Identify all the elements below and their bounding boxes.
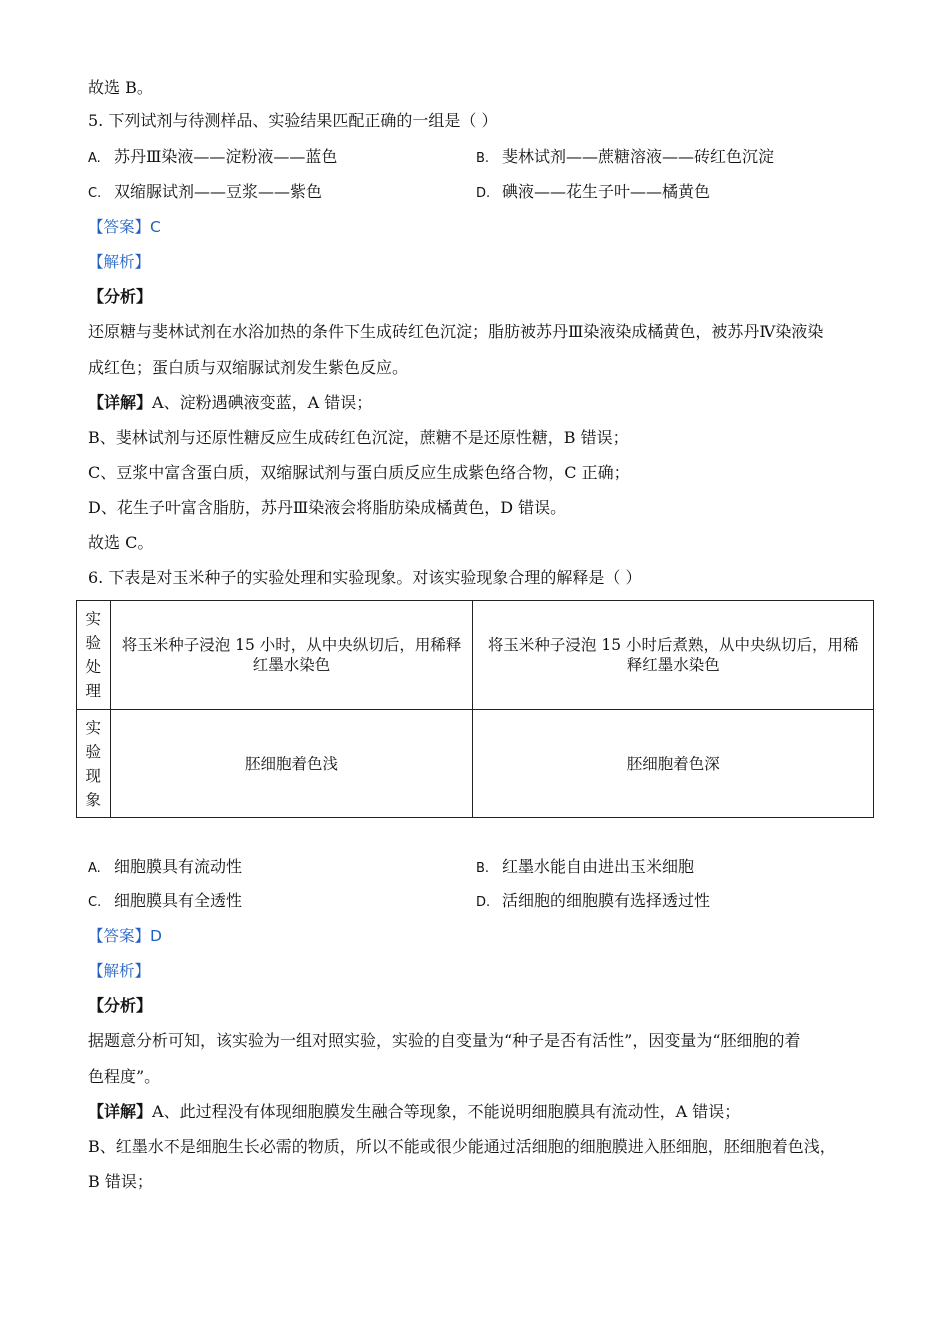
table-cell-treatment-2: 将玉米种子浸泡 15 小时后煮熟，从中央纵切后，用稀释红墨水染色 — [473, 601, 874, 710]
q5-analysis-label: 【分析】 — [88, 287, 153, 306]
option-label: D. — [476, 186, 491, 201]
q5-detail-a — [88, 392, 372, 414]
q5-explanation-label: 【解析】 — [88, 253, 151, 271]
option-text: 碘液——花生子叶——橘黄色 — [502, 182, 711, 201]
prev-conclusion: 故选 B。 — [88, 78, 153, 97]
option-label: D. — [476, 895, 491, 910]
q5-analysis-text-2: 成红色；蛋白质与双缩脲试剂发生紫色反应。 — [88, 358, 409, 377]
table-cell-phenomenon-1: 胚细胞着色浅 — [110, 710, 473, 818]
detail-label: 【详解】 — [88, 393, 153, 412]
q5-option-b — [476, 146, 774, 170]
q6-option-c — [88, 890, 242, 914]
q6-option-a — [88, 856, 242, 880]
option-label: B. — [476, 861, 490, 876]
option-label: C. — [88, 895, 102, 910]
detail-text: A、此过程没有体现细胞膜发生融合等现象，不能说明细胞膜具有流动性，A 错误； — [152, 1102, 741, 1121]
q6-analysis-text-1: 据题意分析可知，该实验为一组对照实验，实验的自变量为“种子是否有活性”，因变量为“胚细胞的着 — [88, 1031, 801, 1050]
option-label: A. — [88, 151, 101, 166]
answer-label: 【答案】 — [88, 927, 151, 945]
q6-option-d — [476, 890, 710, 914]
table-row-treatment — [77, 601, 874, 710]
row-header-phenomenon — [77, 710, 111, 818]
header-char: 理 — [85, 682, 102, 700]
header-char: 验 — [85, 634, 102, 652]
table-cell-treatment-1: 将玉米种子浸泡 15 小时，从中央纵切后，用稀释红墨水染色 — [110, 601, 473, 710]
option-label: A. — [88, 861, 101, 876]
q5-detail-b: B、斐林试剂与还原性糖反应生成砖红色沉淀，蔗糖不是还原性糖，B 错误； — [88, 428, 629, 447]
answer-value: D — [150, 927, 162, 945]
table-row-phenomenon — [77, 710, 874, 818]
q5-option-d — [476, 181, 710, 205]
question-5: 5. 下列试剂与待测样品、实验结果匹配正确的一组是（ ） — [88, 111, 498, 130]
option-text: 红墨水能自由进出玉米细胞 — [502, 857, 695, 876]
answer-label: 【答案】 — [88, 218, 151, 236]
option-text: 双缩脲试剂——豆浆——紫色 — [114, 182, 323, 201]
option-text: 活细胞的细胞膜有选择透过性 — [502, 891, 711, 910]
detail-label: 【详解】 — [88, 1102, 153, 1121]
q5-answer — [88, 216, 161, 238]
header-char: 象 — [85, 790, 102, 809]
q6-analysis-text-2: 色程度”。 — [88, 1067, 161, 1086]
option-text: 细胞膜具有流动性 — [114, 857, 243, 876]
q6-explanation-label: 【解析】 — [88, 962, 151, 980]
table-cell-phenomenon-2: 胚细胞着色深 — [473, 710, 874, 818]
q5-conclusion: 故选 C。 — [88, 533, 154, 552]
row-header-treatment — [77, 601, 111, 710]
q6-answer — [88, 925, 162, 947]
answer-value: C — [150, 218, 161, 236]
option-label: C. — [88, 186, 102, 201]
detail-text: A、淀粉遇碘液变蓝，A 错误； — [152, 393, 373, 412]
q5-option-a — [88, 146, 337, 170]
header-char: 处 — [85, 658, 102, 676]
header-char: 现 — [85, 766, 102, 785]
experiment-table — [76, 600, 874, 818]
q5-analysis-text-1: 还原糖与斐林试剂在水浴加热的条件下生成砖红色沉淀；脂肪被苏丹Ⅲ染液染成橘黄色，被苏丹Ⅳ染液染 — [88, 322, 824, 341]
option-text: 苏丹Ⅲ染液——淀粉液——蓝色 — [114, 147, 338, 166]
header-char: 实 — [85, 610, 102, 628]
q6-option-b — [476, 856, 694, 880]
q5-detail-d: D、花生子叶富含脂肪，苏丹Ⅲ染液会将脂肪染成橘黄色，D 错误。 — [88, 498, 567, 517]
option-text: 斐林试剂——蔗糖溶液——砖红色沉淀 — [502, 147, 775, 166]
q5-detail-c: C、豆浆中富含蛋白质，双缩脲试剂与蛋白质反应生成紫色络合物，C 正确； — [88, 463, 630, 482]
q6-detail-b-1: B、红墨水不是细胞生长必需的物质，所以不能或很少能通过活细胞的细胞膜进入胚细胞，胚细胞着色浅， — [88, 1137, 836, 1156]
q6-analysis-label: 【分析】 — [88, 996, 153, 1015]
header-char: 验 — [85, 742, 102, 761]
q6-detail-a — [88, 1101, 740, 1123]
question-6: 6. 下表是对玉米种子的实验处理和实验现象。对该实验现象合理的解释是（ ） — [88, 568, 642, 587]
q6-detail-b-2: B 错误； — [88, 1172, 153, 1191]
q5-option-c — [88, 181, 322, 205]
option-label: B. — [476, 151, 490, 166]
header-char: 实 — [85, 718, 102, 737]
option-text: 细胞膜具有全透性 — [114, 891, 243, 910]
